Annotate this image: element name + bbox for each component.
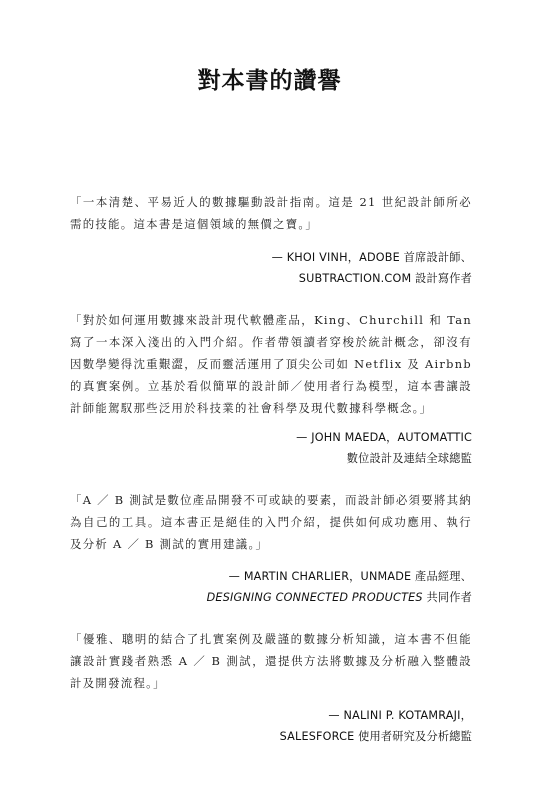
praise-attribution-1	[72, 247, 472, 289]
attribution-title: SUBTRACTION.COM 設計寫作者	[298, 272, 472, 285]
praise-attribution-4	[72, 705, 472, 747]
attribution-title: 數位設計及連結全球總監	[346, 452, 472, 465]
attribution-name: — JOHN MAEDA，AUTOMATTIC	[296, 431, 472, 444]
attribution-role: 共同作者	[422, 591, 472, 604]
attribution-title: SALESFORCE 使用者研究及分析總監	[279, 730, 472, 743]
praise-attribution-2	[72, 427, 472, 469]
praise-quote-2: 「對於如何運用數據來設計現代軟體產品，King、Churchill 和 Tan 寫了一本深入淺出的入門介紹。作者帶領讀者穿梭於統計概念，卻沒有因數學變得沈重艱澀，反而靈活運用了頂尖公司如 Netflix 及 Airbnb 的真實案例。立基於看似簡單的設計師／使用者行為模型，這本書讓設計師能駕馭那些泛用於科技業的社會科學及現代數據科學概念。」	[70, 313, 472, 415]
praise-quote-1: 「一本清楚、平易近人的數據驅動設計指南。這是 21 世紀設計師所必需的技能。這本書是這個領域的無價之寶。」	[70, 195, 472, 231]
praise-quote-4: 「優雅、聰明的結合了扎實案例及嚴謹的數據分析知識，這本書不但能讓設計實踐者熟悉 A ／ B 測試，還提供方法將數據及分析融入整體設計及開發流程。」	[70, 632, 472, 690]
page-title: 對本書的讚譽	[197, 68, 342, 94]
praise-quote-3: 「A ／ B 測試是數位產品開發不可或缺的要素，而設計師必須要將其納為自己的工具。這本書正是絕佳的入門介紹，提供如何成功應用、執行及分析 A ／ B 測試的實用建議。」	[70, 493, 472, 551]
praise-attribution-3	[72, 566, 472, 608]
attribution-name: — MARTIN CHARLIER，UNMADE 產品經理、	[228, 570, 472, 583]
book-title: DESIGNING CONNECTED PRODUCTES	[206, 591, 423, 604]
attribution-title	[72, 587, 472, 608]
attribution-name: — KHOI VINH，ADOBE 首席設計師、	[271, 251, 472, 264]
attribution-name: — NALINI P. KOTAMRAJI，	[328, 709, 472, 722]
